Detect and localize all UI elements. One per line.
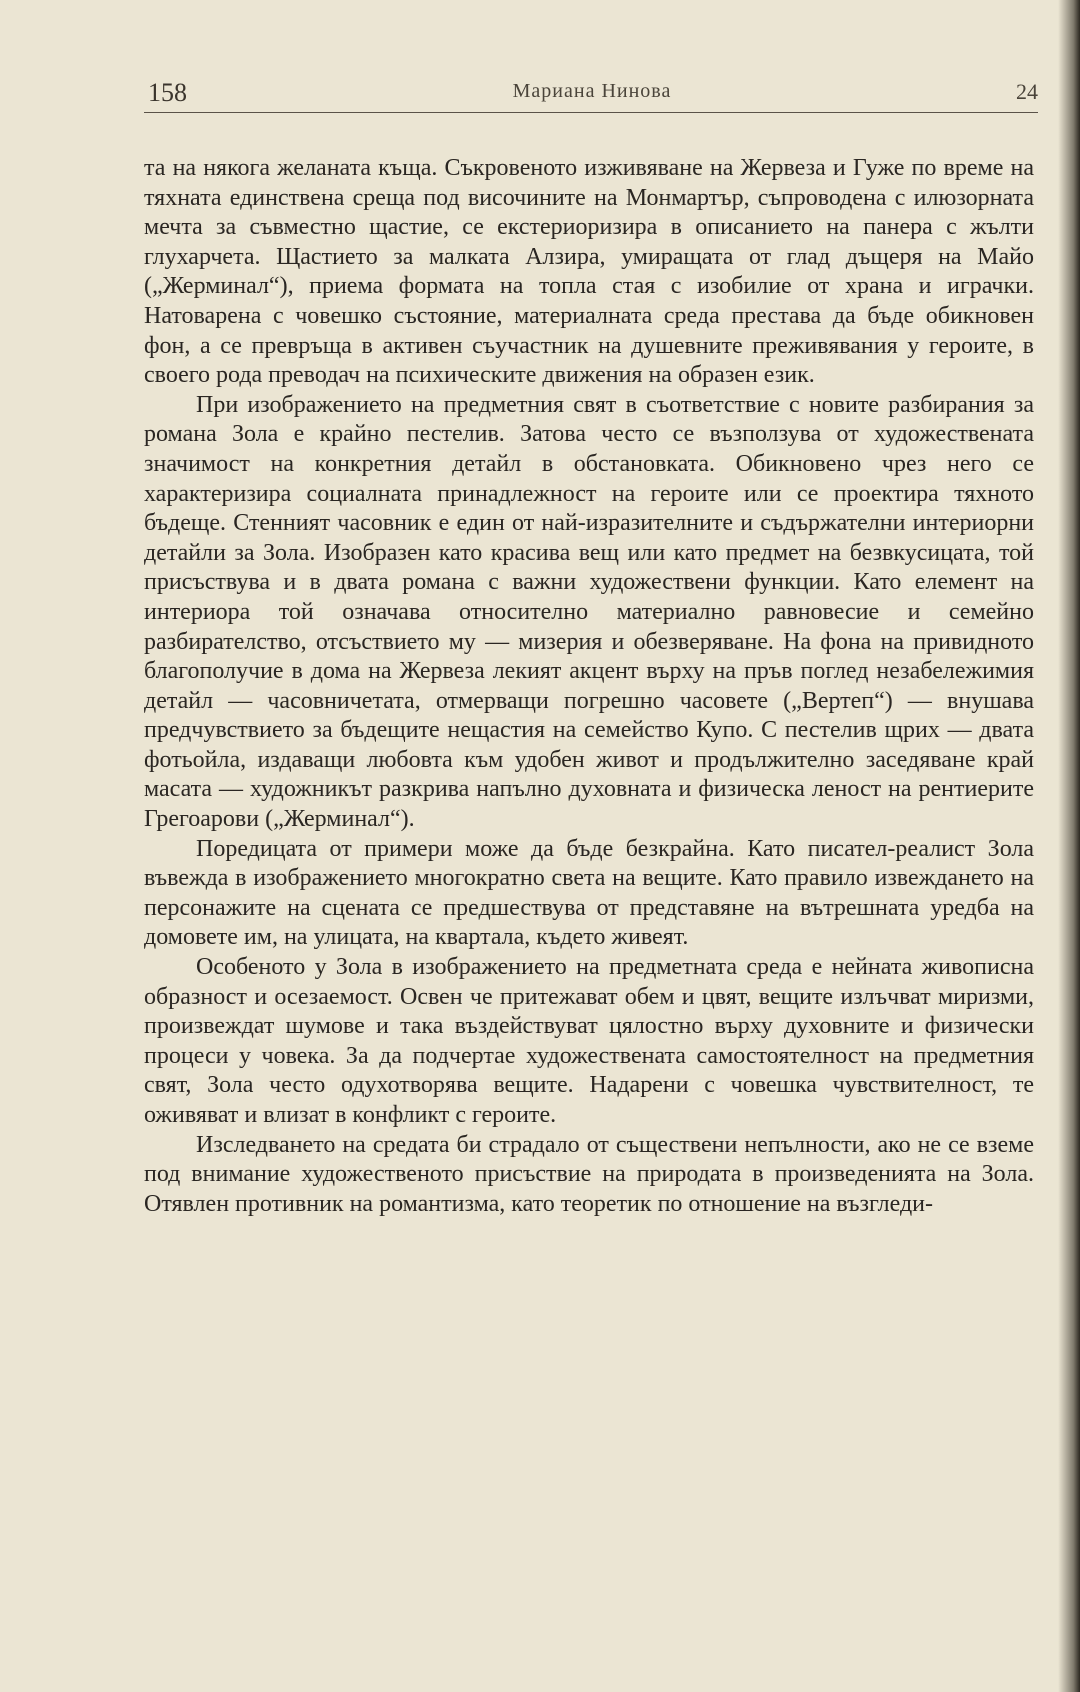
page-number: 158 — [148, 78, 187, 107]
paragraph-5: Изследването на средата би страдало от съществени непълности, ако не се вземе под внимание художественото присъствие на природата в произведенията на Зола. Отявлен противник на романтизма, като теоретик по отношение на възгледи- — [144, 1131, 1034, 1217]
paragraph-2: При изображението на предметния свят в съответствие с новите разбирания за романа Зола е крайно пестелив. Затова често се възползува от художествената значимост на конкретния детайл в обстановката. Обикновено чрез него се характеризира социалната принадлежност на героите или се проектира тяхното бъдеще. Стенният часовник е един от най-изразителните и съдържателни интериорни детайли за Зола. Изобразен като красива вещ или като предмет на безвкусицата, той присъствува и в двата романа с важни художествени функции. Като елемент на интериора той означава относително материално равновесие и семейно разбирателство, отсъствието му — мизерия и обезверяване. На фона на привидното благополучие в дома на Жервеза лекият акцент върху на пръв поглед незабележимия детайл — часовничетата, отмерващи погрешно часовете („Вертеп“) — внушава предчувствието за бъдещите нещастия на семейство Купо. С пестелив щрих — двата фотьойла, издаващи любовта към удобен живот и продължително заседяване край масата — художникът разкрива напълно духовната и физическа леност на рентиерите Грегоарови („Жерминал“). — [144, 391, 1034, 833]
body-text — [144, 154, 1034, 1219]
page-edge-shadow — [1058, 0, 1080, 1692]
header-rule — [144, 112, 1038, 113]
paragraph-1: та на някога желаната къща. Съкровеното изживяване на Жервеза и Гуже по време на тяхната единствена среща под височините на Монмартър, съпроводена с илюзорната мечта за съвместно щастие, се екстериоризира в описанието на панера с жълти глухарчета. Щастието за малката Алзира, умиращата от глад дъщеря на Майо („Жерминал“), приема формата на топла стая с изобилие от храна и играчки. Натоварена с човешко състояние, материалната среда престава да бъде обикновен фон, а се превръща в активен съучастник на душевните преживявания у героите, в своего рода преводач на психическите движения на образен език. — [144, 155, 1034, 389]
chapter-number: 24 — [1016, 79, 1038, 104]
paragraph-3: Поредицата от примери може да бъде безкрайна. Като писател-реалист Зола въвежда в изображението многократно света на вещите. Като правило извеждането на персонажите на сцената се предшествува от представяне на вътрешната уредба на домовете им, на улицата, на квартала, където живеят. — [144, 835, 1034, 951]
running-head-author: Мариана Нинова — [512, 80, 672, 102]
page-header — [144, 78, 1040, 110]
paragraph-4: Особеното у Зола в изображението на предметната среда е нейната живописна образност и осезаемост. Освен че притежават обем и цвят, вещите излъчват миризми, произвеждат шумове и така въздействуват цялостно върху духовните и физически процеси у човека. За да подчертае художествената самостоятелност на предметния свят, Зола често одухотворява вещите. Надарени с човешка чувствителност, те оживяват и влизат в конфликт с героите. — [144, 954, 1034, 1128]
